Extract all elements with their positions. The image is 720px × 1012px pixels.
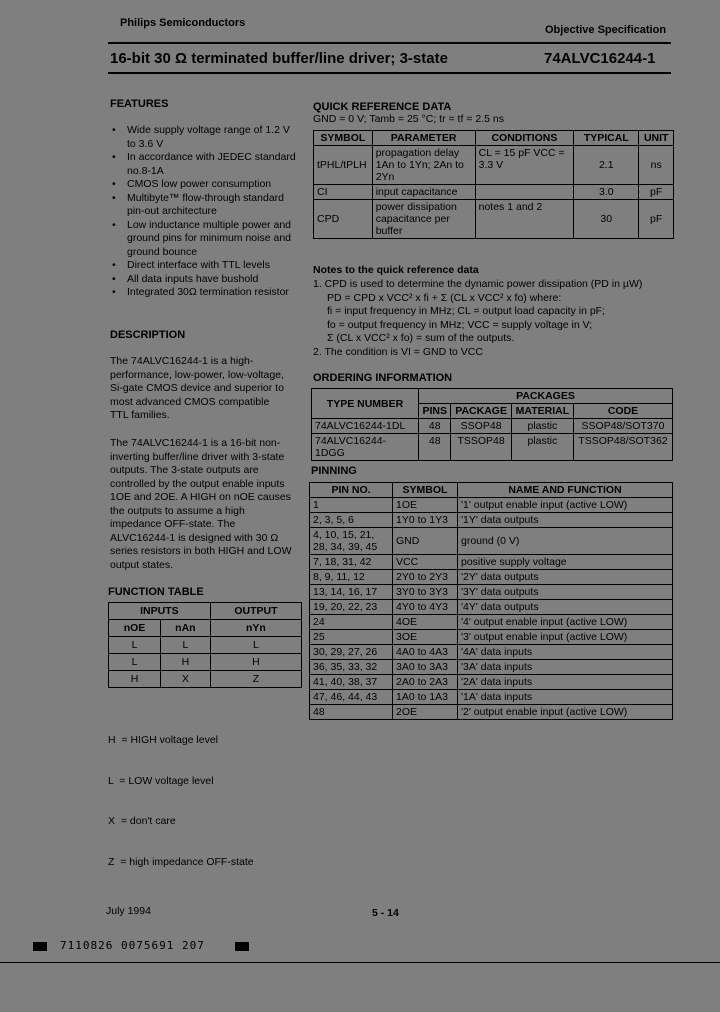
description-para-1: The 74ALVC16244-1 is a high-performance, low-power, low-voltage, Si-gate CMOS device and superior to most advanced CMOS compatible TTL families.: [110, 355, 284, 421]
description-para-2: The 74ALVC16244-1 is a 16-bit non-inverting buffer/line driver with 3-state outputs. The 3-state outputs are controlled by the output enable inputs 1OE and 2OE. A HIGH on nOE causes the outputs to assume a high impedance OFF-state. The ALVC16244-1 is designed with 30 Ω series resistors in both HIGH and LOW output states.: [110, 437, 292, 571]
cell: TSSOP48: [451, 434, 511, 461]
col-name-function: NAME AND FUNCTION: [458, 483, 673, 498]
notes-block: [313, 278, 673, 359]
table-row: [314, 200, 674, 239]
cell: 8, 9, 11, 12: [310, 570, 393, 585]
note-line: fi = input frequency in MHz; CL = output load capacity in pF;: [327, 305, 606, 317]
cell: 1A0 to 1A3: [393, 690, 458, 705]
table-row: [310, 675, 673, 690]
cell: 2, 3, 5, 6: [310, 513, 393, 528]
barcode-mark-left: [33, 942, 47, 951]
cell: pF: [639, 200, 674, 239]
function-table-heading: FUNCTION TABLE: [108, 586, 204, 598]
cell: L: [109, 654, 161, 671]
document-title: 16-bit 30 Ω terminated buffer/line driver; 3-state: [110, 50, 448, 67]
cell: ground (0 V): [458, 528, 673, 555]
cell: SSOP48: [451, 419, 511, 434]
table-row: [310, 570, 673, 585]
feature-item: • CMOS low power consumption: [108, 178, 298, 192]
cell: 30, 29, 27, 26: [310, 645, 393, 660]
bottom-rule: [0, 962, 720, 963]
legend-item: H = HIGH voltage level: [108, 734, 219, 746]
cell: power dissipation capacitance per buffer: [372, 200, 475, 239]
barcode-number: 7110826 0075691 207: [60, 939, 205, 952]
table-row: [310, 705, 673, 720]
legend-item: X = don't care: [108, 815, 176, 827]
cell: '1A' data inputs: [458, 690, 673, 705]
col-symbol: SYMBOL: [393, 483, 458, 498]
footer-date: July 1994: [106, 905, 151, 917]
note-line: PD = CPD x VCC² x fi + Σ (CL x VCC² x fo) where:: [327, 291, 562, 304]
cell: 1OE: [393, 498, 458, 513]
cell: propagation delay 1An to 1Yn; 2An to 2Yn: [372, 146, 475, 185]
cell: 3A0 to 3A3: [393, 660, 458, 675]
cell: 74ALVC16244-1DGG: [312, 434, 419, 461]
cell: notes 1 and 2: [475, 200, 574, 239]
cell: 36, 35, 33, 32: [310, 660, 393, 675]
feature-item: • Wide supply voltage range of 1.2 V to 3.6 V: [108, 124, 298, 151]
cell: 2A0 to 2A3: [393, 675, 458, 690]
barcode-mark-right: [235, 942, 249, 951]
cell: 48: [310, 705, 393, 720]
cell: 7, 18, 31, 42: [310, 555, 393, 570]
cell: 2OE: [393, 705, 458, 720]
cell: CL = 15 pF VCC = 3.3 V: [475, 146, 574, 185]
cell: 48: [419, 419, 451, 434]
feature-item: • In accordance with JEDEC standard no.8-1A: [108, 151, 298, 178]
features-heading: FEATURES: [110, 98, 169, 110]
table-row: [312, 434, 673, 461]
col-pin-no: PIN NO.: [310, 483, 393, 498]
function-table: [108, 602, 302, 688]
cell: VCC: [393, 555, 458, 570]
cell: 4OE: [393, 615, 458, 630]
cell: '1' output enable input (active LOW): [458, 498, 673, 513]
table-row: [310, 690, 673, 705]
cell: H: [210, 654, 301, 671]
cell: GND: [393, 528, 458, 555]
cell: plastic: [511, 419, 573, 434]
cell: TSSOP48/SOT362: [573, 434, 672, 461]
title-rule: [108, 72, 671, 74]
note-line: 2. The condition is VI = GND to VCC: [313, 345, 483, 358]
cell: '4' output enable input (active LOW): [458, 615, 673, 630]
cell: '4A' data inputs: [458, 645, 673, 660]
col-package: PACKAGE: [451, 404, 511, 419]
feature-item: • All data inputs have bushold: [108, 273, 298, 287]
ordering-heading: ORDERING INFORMATION: [313, 372, 453, 384]
cell: plastic: [511, 434, 573, 461]
pinning-heading: PINNING: [311, 465, 357, 477]
cell: 4Y0 to 4Y3: [393, 600, 458, 615]
legend-item: L = LOW voltage level: [108, 774, 214, 787]
note-line: fo = output frequency in MHz; VCC = supply voltage in V;: [327, 318, 593, 331]
col-nyn: nYn: [210, 620, 301, 637]
table-row: [310, 660, 673, 675]
notes-heading: Notes to the quick reference data: [313, 264, 479, 276]
table-row: [109, 654, 302, 671]
col-symbol: SYMBOL: [314, 131, 373, 146]
cell: 3Y0 to 3Y3: [393, 585, 458, 600]
note-line: 1. CPD is used to determine the dynamic power dissipation (PD in µW): [313, 278, 643, 290]
feature-item: • Integrated 30Ω termination resistor: [108, 286, 298, 300]
spec-type: Objective Specification: [545, 24, 667, 36]
page-number: 5 - 14: [372, 907, 399, 919]
cell: Z: [210, 671, 301, 688]
cell: L: [109, 637, 161, 654]
pinning-table: [309, 482, 673, 720]
cell: 24: [310, 615, 393, 630]
cell: 3OE: [393, 630, 458, 645]
cell: 19, 20, 22, 23: [310, 600, 393, 615]
inputs-group-header: INPUTS: [109, 603, 211, 620]
feature-item: • Multibyte™ flow-through standard pin-out architecture: [108, 192, 298, 219]
col-noe: nOE: [109, 620, 161, 637]
col-material: MATERIAL: [511, 404, 573, 419]
col-nan: nAn: [160, 620, 210, 637]
col-unit: UNIT: [639, 131, 674, 146]
cell: 1Y0 to 1Y3: [393, 513, 458, 528]
col-pins: PINS: [419, 404, 451, 419]
feature-item: • Direct interface with TTL levels: [108, 259, 298, 273]
cell: H: [109, 671, 161, 688]
description-heading: DESCRIPTION: [110, 329, 186, 341]
table-row: [310, 555, 673, 570]
cell: '2Y' data outputs: [458, 570, 673, 585]
cell: positive supply voltage: [458, 555, 673, 570]
note-line: Σ (CL x VCC² x fo) = sum of the outputs.: [327, 332, 515, 344]
cell: pF: [639, 185, 674, 200]
features-list: [108, 124, 298, 300]
cell: 74ALVC16244-1DL: [312, 419, 419, 434]
cell: 4, 10, 15, 21, 28, 34, 39, 45: [310, 528, 393, 555]
col-code: CODE: [573, 404, 672, 419]
output-group-header: OUTPUT: [210, 603, 301, 620]
table-row: [310, 600, 673, 615]
table-row: [310, 498, 673, 513]
col-parameter: PARAMETER: [372, 131, 475, 146]
cell: CI: [314, 185, 373, 200]
cell: 3.0: [574, 185, 639, 200]
table-row: [314, 146, 674, 185]
table-row: [312, 419, 673, 434]
quick-ref-conditions: GND = 0 V; Tamb = 25 °C; tr = tf = 2.5 ns: [313, 113, 504, 125]
cell: CPD: [314, 200, 373, 239]
cell: 4A0 to 4A3: [393, 645, 458, 660]
cell: 47, 46, 44, 43: [310, 690, 393, 705]
quick-ref-table: [313, 130, 674, 239]
cell: '3A' data inputs: [458, 660, 673, 675]
cell: 2.1: [574, 146, 639, 185]
table-row: [310, 513, 673, 528]
cell: 25: [310, 630, 393, 645]
cell: input capacitance: [372, 185, 475, 200]
cell: ns: [639, 146, 674, 185]
cell: [475, 185, 574, 200]
cell: SSOP48/SOT370: [573, 419, 672, 434]
table-row: [310, 630, 673, 645]
cell: L: [210, 637, 301, 654]
function-legend: [108, 707, 308, 883]
table-row: [109, 637, 302, 654]
col-typical: TYPICAL: [574, 131, 639, 146]
header-rule: [108, 42, 671, 44]
feature-item: • Low inductance multiple power and ground pins for minimum noise and ground bounce: [108, 219, 298, 260]
cell: 30: [574, 200, 639, 239]
quick-ref-heading: QUICK REFERENCE DATA: [313, 101, 452, 113]
table-row: [310, 585, 673, 600]
table-row: [310, 528, 673, 555]
col-conditions: CONDITIONS: [475, 131, 574, 146]
cell: '3' output enable input (active LOW): [458, 630, 673, 645]
cell: L: [160, 637, 210, 654]
col-type-number: TYPE NUMBER: [312, 389, 419, 419]
cell: 13, 14, 16, 17: [310, 585, 393, 600]
cell: 41, 40, 38, 37: [310, 675, 393, 690]
ordering-table: [311, 388, 673, 461]
cell: H: [160, 654, 210, 671]
cell: tPHL/tPLH: [314, 146, 373, 185]
col-packages: PACKAGES: [419, 389, 673, 404]
legend-item: Z = high impedance OFF-state: [108, 855, 254, 868]
cell: '1Y' data outputs: [458, 513, 673, 528]
cell: X: [160, 671, 210, 688]
table-row: [314, 185, 674, 200]
part-number: 74ALVC16244-1: [544, 50, 656, 67]
cell: '2A' data inputs: [458, 675, 673, 690]
table-row: [109, 671, 302, 688]
table-row: [310, 645, 673, 660]
cell: 1: [310, 498, 393, 513]
cell: '2' output enable input (active LOW): [458, 705, 673, 720]
table-row: [310, 615, 673, 630]
cell: '4Y' data outputs: [458, 600, 673, 615]
cell: 2Y0 to 2Y3: [393, 570, 458, 585]
cell: 48: [419, 434, 451, 461]
company-name: Philips Semiconductors: [120, 17, 246, 29]
cell: '3Y' data outputs: [458, 585, 673, 600]
